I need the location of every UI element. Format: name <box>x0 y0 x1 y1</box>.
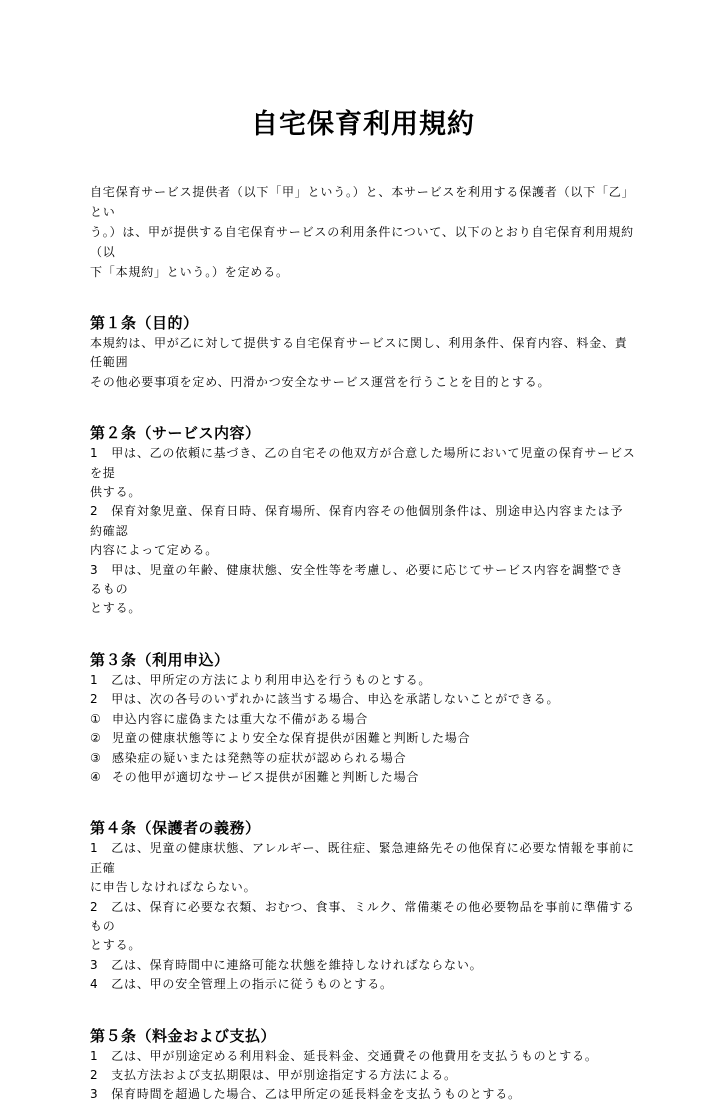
item-number: ④ <box>90 769 102 784</box>
article-paragraph: 1 乙は、児童の健康状態、アレルギー、既往症、緊急連絡先その他保育に必要な情報を事前に正確 に申告しなければならない。 <box>90 841 635 895</box>
item-number: ① <box>90 711 102 726</box>
article-body <box>90 839 636 994</box>
item-number: ③ <box>90 750 102 765</box>
article-paragraph: 2 保育対象児童、保育日時、保育場所、保育内容その他個別条件は、別途申込内容または予約確認 内容によって定める。 <box>90 504 624 558</box>
article-paragraph: 2 甲は、次の各号のいずれかに該当する場合、申込を承諾しないことができる。 <box>90 692 560 707</box>
article-paragraph: 1 乙は、甲が別途定める利用料金、延長料金、交通費その他費用を支払うものとする。 <box>90 1048 598 1063</box>
article-heading: 第２条（サービス内容） <box>90 424 261 443</box>
article-paragraph: 1 甲は、乙の依頼に基づき、乙の自宅その他双方が合意した場所において児童の保育サービスを提 供する。 <box>90 446 636 500</box>
article-heading: 第４条（保護者の義務） <box>90 819 261 838</box>
article-paragraph: 3 保育時間を超過した場合、乙は甲所定の延長料金を支払うものとする。 <box>90 1087 521 1102</box>
item-text: 児童の健康状態等により安全な保育提供が困難と判断した場合 <box>112 731 471 746</box>
article-paragraph: 3 乙は、保育時間中に連絡可能な状態を維持しなければならない。 <box>90 957 483 972</box>
list-item <box>90 710 636 729</box>
article-paragraph: 4 乙は、甲の安全管理上の指示に従うものとする。 <box>90 977 393 992</box>
article-body <box>90 334 636 392</box>
list-item <box>90 729 636 748</box>
item-text: その他甲が適切なサービス提供が困難と判断した場合 <box>112 769 420 784</box>
article-heading: 第５条（料金および支払） <box>90 1026 277 1045</box>
article-paragraph: 2 乙は、保育に必要な衣類、おむつ、食事、ミルク、常備薬その他必要物品を事前に準備するもの とする。 <box>90 899 635 953</box>
article-2 <box>90 422 636 619</box>
article-5 <box>90 1025 636 1105</box>
article-body <box>90 671 636 787</box>
article-4 <box>90 817 636 994</box>
article-paragraph: 1 乙は、甲所定の方法により利用申込を行うものとする。 <box>90 672 432 687</box>
list-item <box>90 749 636 768</box>
list-item <box>90 768 636 787</box>
article-paragraph: 本規約は、甲が乙に対して提供する自宅保育サービスに関し、利用条件、保育内容、料金、責任範囲 その他必要事項を定め、円滑かつ安全なサービス運営を行うことを目的とする。 <box>90 336 628 389</box>
item-text: 申込内容に虚偽または重大な不備がある場合 <box>112 711 369 726</box>
article-paragraph: 2 支払方法および支払期限は、甲が別途指定する方法による。 <box>90 1067 457 1082</box>
article-paragraph: 3 甲は、児童の年齢、健康状態、安全性等を考慮し、必要に応じてサービス内容を調整できるもの とする。 <box>90 562 624 616</box>
article-body <box>90 444 636 619</box>
article-heading: 第３条（利用申込） <box>90 650 230 669</box>
article-1 <box>90 312 636 392</box>
article-3 <box>90 649 636 787</box>
intro-paragraph: 自宅保育サービス提供者（以下「甲」という。）と、本サービスを利用する保護者（以下「乙」とい う。）は、甲が提供する自宅保育サービスの利用条件について、以下のとおり自宅保育利用規約（以 下「本規約」という。）を定める。 <box>90 185 635 279</box>
article-heading: 第１条（目的） <box>90 314 199 332</box>
item-text: 感染症の疑いまたは発熱等の症状が認められる場合 <box>112 750 407 765</box>
document-title: 自宅保育利用規約 <box>251 109 475 140</box>
article-body <box>90 1047 636 1105</box>
item-number: ② <box>90 731 102 746</box>
